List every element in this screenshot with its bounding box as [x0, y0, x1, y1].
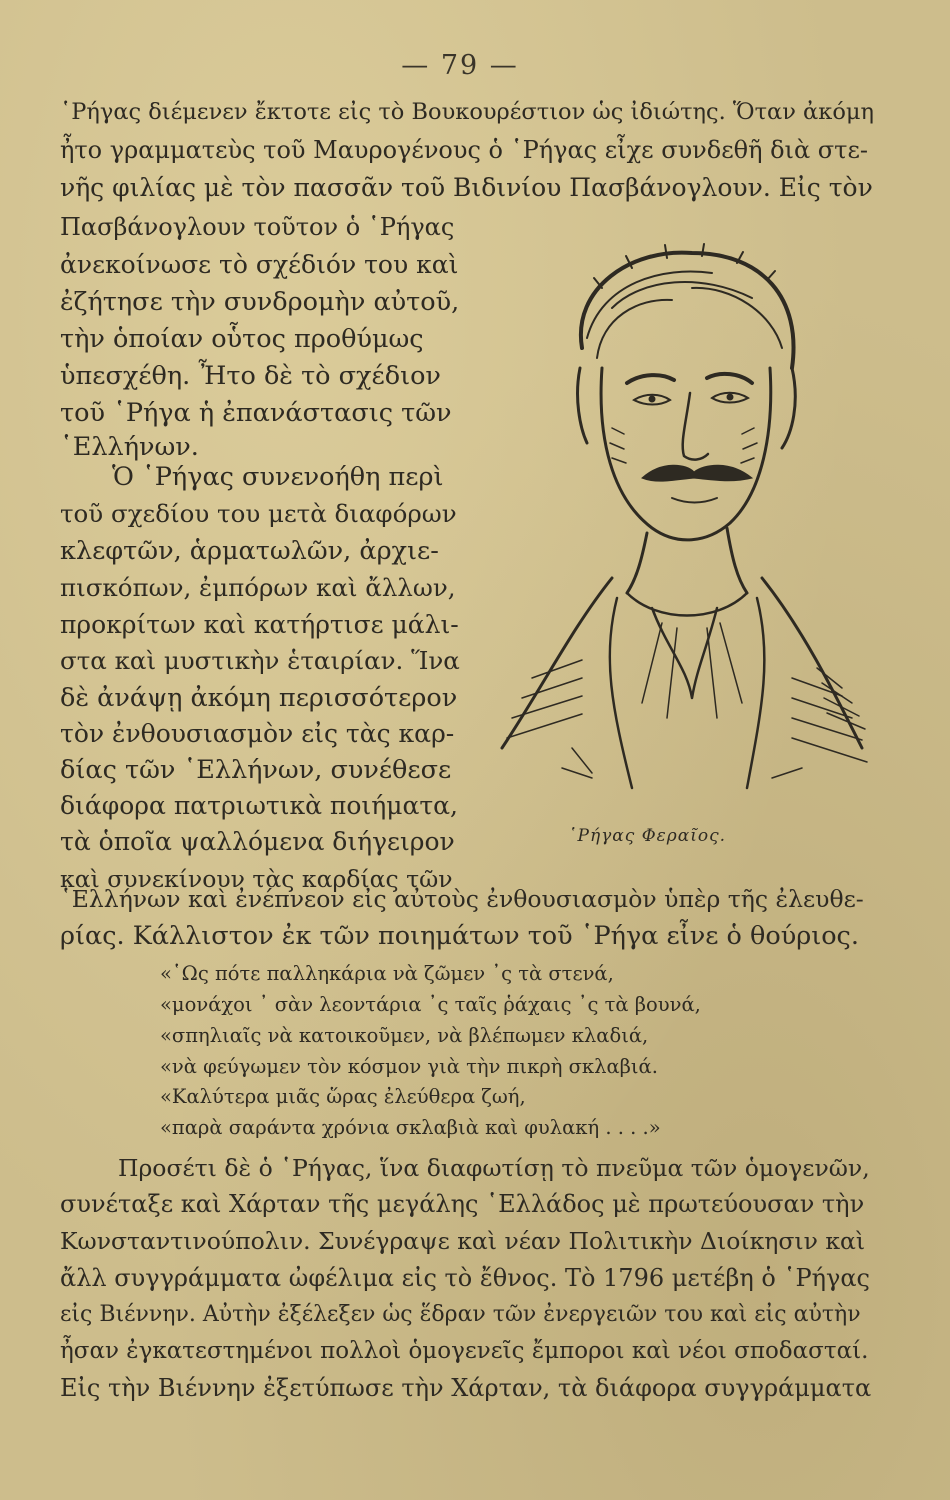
text-line-18: τὸν ἐνθουσιασμὸν εἰς τὰς καρ-: [60, 719, 455, 748]
text-line-31: Εἰς τὴν Βιέννην ἐξετύπωσε τὴν Χάρταν, τὰ διάφορα συγγράμματα: [60, 1374, 872, 1402]
text-line-6: ἐζήτησε τὴν συνδρομὴν αὐτοῦ,: [60, 287, 460, 317]
text-line-30: ἦσαν ἐγκατεστημένοι πολλοὶ ὁμογενεῖς ἔμποροι καὶ νέοι σποδασταί.: [60, 1338, 869, 1364]
text-line-15: προκρίτων καὶ κατήρτισε μάλι-: [60, 610, 459, 639]
poem-line-5: «Καλύτερα μιᾶς ὥρας ἐλεύθερα ζωή,: [160, 1085, 526, 1108]
text-line-12: τοῦ σχεδίου του μετὰ διαφόρων: [60, 499, 457, 528]
portrait-engraving: [462, 228, 882, 818]
poem-line-4: «νὰ φεύγωμεν τὸν κόσμον γιὰ τὴν πικρὴ σκλαβιά.: [160, 1055, 658, 1078]
text-line-2: ἦτο γραμματεὺς τοῦ Μαυρογένους ὁ ῾Ρήγας εἶχε συνδεθῆ διὰ στε-: [60, 136, 868, 164]
text-line-13: κλεφτῶν, ἁρματωλῶν, ἀρχιε-: [60, 536, 439, 566]
text-line-14: πισκόπων, ἐμπόρων καὶ ἄλλων,: [60, 573, 456, 602]
text-line-16: στα καὶ μυστικὴν ἑταιρίαν. Ἵνα: [60, 646, 460, 675]
text-line-24: ρίας. Κάλλιστον ἐκ τῶν ποιημάτων τοῦ ῾Ρήγα εἶνε ὁ θούριος.: [60, 921, 859, 951]
text-line-8: ὑπεσχέθη. Ἦτο δὲ τὸ σχέδιον: [60, 361, 441, 391]
text-line-27: Κωνσταντινούπολιν. Συνέγραψε καὶ νέαν Πολιτικὴν Διοίκησιν καὶ: [60, 1227, 866, 1255]
text-line-4: Πασβάνογλουν τοῦτον ὁ ῾Ρήγας: [60, 213, 455, 241]
text-line-22: καὶ συνεκίνουν τὰς καρδίας τῶν: [60, 865, 453, 893]
text-line-21: τὰ ὁποῖα ψαλλόμενα διήγειρον: [60, 827, 455, 856]
page-number: — 79 —: [401, 50, 519, 81]
text-line-26: συνέταξε καὶ Χάρταν τῆς μεγάλης ῾Ελλάδος μὲ πρωτεύουσαν τὴν: [60, 1190, 865, 1218]
text-line-11: Ὁ ῾Ρήγας συνενοήθη περὶ: [112, 462, 444, 492]
text-line-10: ῾Ελλήνων.: [60, 432, 199, 462]
text-line-25: Προσέτι δὲ ὁ ῾Ρήγας, ἵνα διαφωτίσῃ τὸ πνεῦμα τῶν ὁμογενῶν,: [118, 1154, 870, 1182]
text-line-19: δίας τῶν ῾Ελλήνων, συνέθεσε: [60, 755, 452, 785]
text-line-1: ῾Ρήγας διέμενεν ἔκτοτε εἰς τὸ Βουκουρέστιον ὡς ἰδιώτης. Ὅταν ἀκόμη: [60, 99, 874, 125]
text-line-20: διάφορα πατριωτικὰ ποιήματα,: [60, 791, 458, 820]
text-line-17: δὲ ἀνάψῃ ἀκόμη περισσότερον: [60, 683, 458, 713]
poem-line-1: «῾Ως πότε παλληκάρια νὰ ζῶμεν ᾽ς τὰ στενά,: [160, 962, 614, 985]
text-line-28: ἄλλ συγγράμματα ὠφέλιμα εἰς τὸ ἔθνος. Τὸ 1796 μετέβη ὁ ῾Ρήγας: [60, 1264, 870, 1292]
text-line-3: νῆς φιλίας μὲ τὸν πασσᾶν τοῦ Βιδινίου Πασβάνογλουν. Εἰς τὸν: [60, 173, 873, 202]
portrait-caption: ῾Ρήγας Φεραῖος.: [568, 826, 727, 846]
text-line-7: τὴν ὁποίαν οὗτος προθύμως: [60, 324, 424, 354]
poem-line-2: «μονάχοι ᾽ σὰν λεοντάρια ᾽ς ταῖς ῥάχαις ᾽ς τὰ βουνά,: [160, 993, 701, 1016]
text-line-5: ἀνεκοίνωσε τὸ σχέδιόν του καὶ: [60, 250, 459, 279]
text-line-23: ῾Ελλήνων καὶ ἐνέπνεον εἰς αὐτοὺς ἐνθουσιασμὸν ὑπὲρ τῆς ἐλευθε-: [60, 885, 864, 913]
poem-line-3: «σπηλιαῖς νὰ κατοικοῦμεν, νὰ βλέπωμεν κλαδιά,: [160, 1024, 649, 1047]
poem-line-6: «παρὰ σαράντα χρόνια σκλαβιὰ καὶ φυλακή . . . .»: [160, 1116, 661, 1139]
text-line-9: τοῦ ῾Ρήγα ἡ ἐπανάστασις τῶν: [60, 398, 452, 428]
text-line-29: εἰς Βιέννην. Αὐτὴν ἐξέλεξεν ὡς ἕδραν τῶν ἐνεργειῶν του καὶ εἰς αὐτὴν: [60, 1302, 861, 1327]
